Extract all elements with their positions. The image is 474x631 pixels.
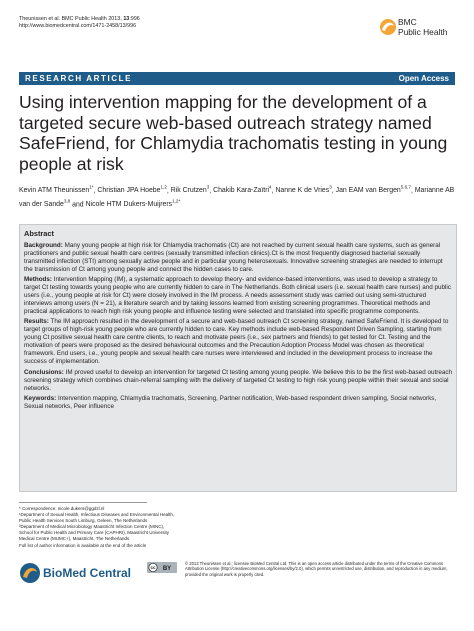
author: [97, 187, 166, 194]
biomed-central-swirl-icon: [19, 562, 41, 584]
affiliation-line: Public Health Services South Limburg, Geleen, The Netherlands: [19, 518, 148, 524]
license-text: © 2013 Theunissen et al.; licensee BioMed Central Ltd. This is an open access article distributed under the terms of the Creative Commons Attribution License (http://creativecommons.org/licenses/by/2.0), which permits unrestricted use, distribution, and reproduction in any medium, provided the original work is properly cited.: [185, 561, 448, 577]
citation-journal: BMC Public Health: [61, 16, 107, 22]
section-label: Background:: [24, 242, 63, 249]
author-affiliation-sup: 1,2*: [172, 198, 181, 204]
affiliation-line: Medical Centre (MUMC+), Maastricht, The Netherlands: [19, 536, 130, 542]
cc-by-badge: [147, 562, 177, 573]
cc-badge-cc-text: cc: [150, 565, 156, 571]
author-affiliation-sup: 1*: [89, 185, 94, 190]
section-text: Intervention mapping, Chlamydia trachomatis, Screening, Partner notification, Web-based respondent driven sampling, Social networks, Sexual networks, Peer influence: [24, 394, 437, 410]
section-label: Methods:: [24, 276, 52, 284]
article-type-banner: [19, 72, 455, 85]
author: [275, 187, 331, 194]
section-label: Results:: [24, 318, 49, 326]
author-list: Kevin ATM Theunissen$^{1*}$, Christian JPA Hoebe$^{1,2}$, Rik Crutzen$^3$, Chakib Kara-Zaïtri$^4$, Nanne K de Vries$^3$, Jan EAM van Bergen$^{5,6,7}$, Marianne AB van der Sande$^{3,8}$ and Nicole HTM Dukers-Muijrers$^{1,2*}$: [19, 185, 455, 208]
creative-commons-icon: [147, 562, 177, 573]
author: [19, 187, 94, 194]
section-text: Many young people at high risk for Chlamydia trachomatis (Ct) are not reached by current sexual health care systems, such as general practitioners and public sexual health care centres (sexually transmitted infection clinics).Ct is the most frequently diagnosed bacterial sexually transmitted infection (STI) among sexually active people and in particular young heterosexuals. Innovative screening strategies are needed to interrupt the transmission of Ct among young people and connect the hidden cases to care.: [24, 242, 443, 273]
citation-authors: Theunissen et al.: [19, 16, 61, 22]
logo-line1: BMC: [398, 17, 417, 27]
abstract-methods: [24, 276, 452, 316]
footnotes: [19, 502, 229, 549]
author-and: and: [72, 201, 84, 208]
author: [213, 187, 271, 194]
section-text: IM proved useful to develop an intervention for targeted Ct testing among young people. We believe this to be the first web-based outreach screening strategy which combines chain-referral sampling with the delivery of targeted Ct testing to high risk young people within their sexual and social networks.: [24, 368, 452, 392]
author-info-note: Full list of author information is available at the end of the article: [19, 542, 147, 548]
author-affiliation-sup: 4: [269, 185, 272, 190]
author-name: Nicole HTM Dukers-Muijrers: [85, 201, 173, 208]
article-type-label: RESEARCH ARTICLE: [25, 74, 133, 83]
affiliation-line: School for Public Health and Primary Care (CAPHRI), Maastricht University: [19, 530, 170, 536]
affiliation-line: ²Department of Medical Microbiology Maastricht Infection Centre (MINC),: [19, 524, 165, 530]
affiliation-line: ¹Department of Sexual Health, Infectious Diseases and Environmental Health,: [19, 512, 175, 518]
author: [171, 187, 210, 194]
author-affiliation-sup: 3: [329, 185, 332, 190]
section-text: The IM approach resulted in the development of a secure and web-based outreach Ct screening strategy, named SafeFriend. It is developed to target groups of high-risk young people who are currently hidden to care. Key methods include web-based Respondent Driven Sampling, starting from young Ct positive sexual health care centre clients, to reach and motivate peers (i.e., sex partners and friends) to get tested for Ct. Testing and the motivation of peers were proposed as the desired behavioural outcomes and the Precaution Adoption Process Model was chosen as theoretical framework. End users, i.e., young people and sexual health care nurses were interviewed and included in the development process to increase the success of implementation.: [24, 318, 449, 366]
publisher-name: BioMed Central: [43, 566, 132, 580]
author-affiliation-sup: 3,8: [63, 198, 71, 204]
author: [85, 198, 181, 208]
citation-volume: 13: [123, 16, 130, 22]
author-affiliation-sup: 1,2: [160, 185, 167, 190]
abstract-box: [19, 224, 457, 492]
author-name: Rik Crutzen: [170, 187, 207, 195]
author-name: Chakib Kara-Zaïtri: [213, 187, 270, 195]
author-affiliation-sup: 3: [206, 185, 210, 190]
bmc-swirl-icon: [379, 18, 397, 36]
section-label: Conclusions:: [24, 368, 64, 376]
author-name: Marianne AB van der Sande: [19, 187, 455, 208]
author-name: Jan EAM van Bergen: [335, 187, 401, 195]
author: [336, 187, 411, 194]
abstract-keywords: [24, 395, 452, 411]
logo-line2: Public Health: [398, 26, 448, 37]
biomed-central-logo: [19, 561, 149, 587]
citation: Theunissen et al. BMC Public Health 2013, 13:996 http://www.biomedcentral.com/1471-2458/13/996: [19, 16, 140, 30]
abstract-results: [24, 318, 452, 366]
abstract-background: [24, 242, 452, 274]
citation-article-num: :996: [129, 16, 140, 22]
article-url-link[interactable]: http://www.biomedcentral.com/1471-2458/13/996: [19, 23, 137, 30]
cc-badge-by-text: BY: [162, 565, 172, 572]
abstract-conclusions: [24, 369, 452, 393]
page-header: [19, 16, 455, 62]
footnote-divider: [19, 502, 147, 503]
author-name: Christian JPA Hoebe: [97, 187, 161, 195]
open-access-label: Open Access: [398, 74, 449, 83]
citation-year: 2013: [108, 16, 121, 22]
author-name: Kevin ATM Theunissen: [19, 187, 90, 195]
author-name: Nanne K de Vries: [275, 187, 330, 195]
logo-text: [398, 18, 447, 37]
bmc-public-health-logo: [379, 16, 455, 56]
article-title: Using intervention mapping for the development of a targeted secure web-based outreach strategy named SafeFriend, for Chlamydia trachomatis testing in young people at risk: [19, 92, 448, 174]
page-footer: [19, 561, 455, 587]
abstract-heading: Abstract: [24, 229, 54, 238]
author-affiliation-sup: 5,6,7: [400, 185, 411, 190]
section-label: Keywords:: [24, 394, 57, 402]
section-text: Intervention Mapping (IM), a systematic approach to develop theory- and evidence-based interventions, was used to develop a strategy to target Ct testing towards young people who are currently hidden to care in The Netherlands. Both clinical users (i.e. sexual health care nurses) and public users (i.e., young people at risk for Ct) were closely involved in the IM process. A needs assessment study was carried out using semi-structured interviews among users (N = 21), a literature search and by taking lessons learned from existing screening programmes. Theoretical methods and practical applications to reach high risk young people and influence testing were selected and translated into specific programme components.: [24, 276, 451, 316]
correspondence-note: * Correspondence: nicole.dukers@ggdzl.nl: [19, 506, 105, 511]
